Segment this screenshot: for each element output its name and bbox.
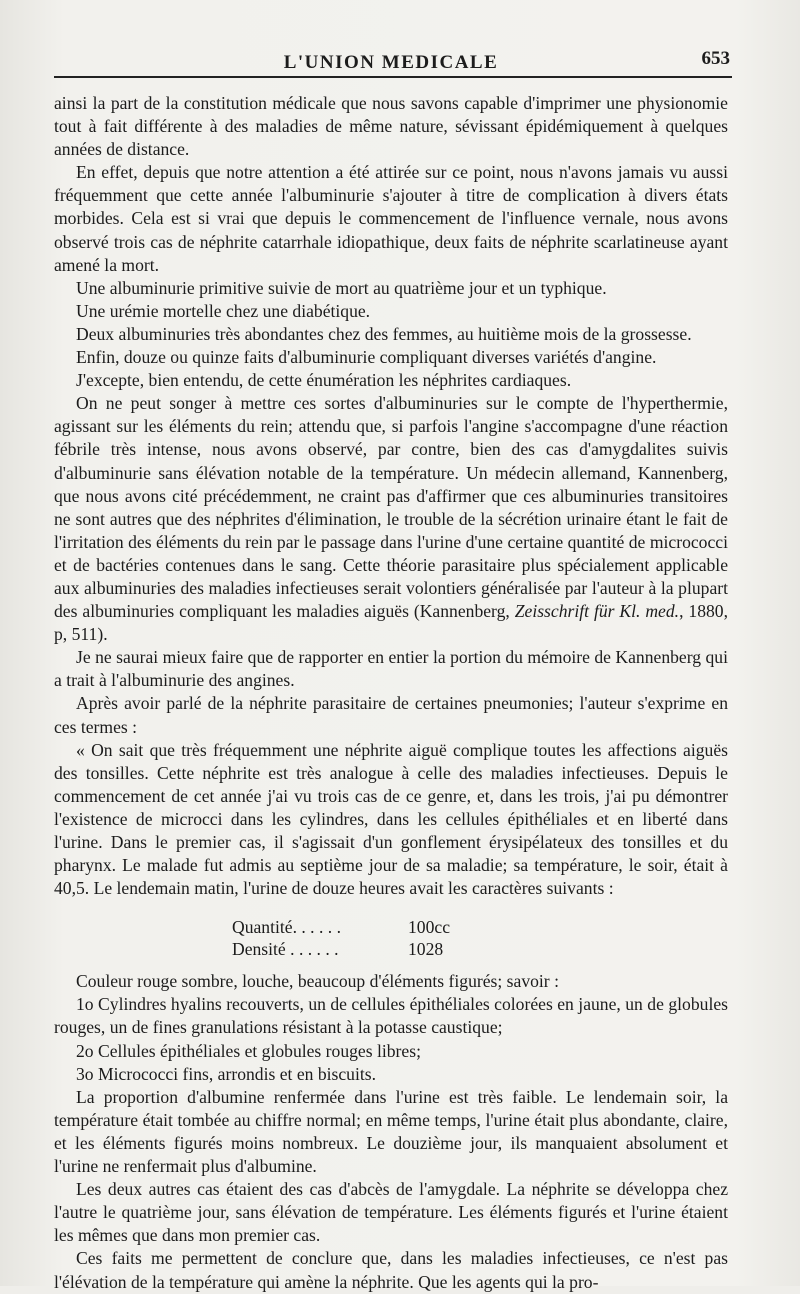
paragraph: Je ne saurai mieux faire que de rapporter en entier la portion du mémoire de Kannenberg qui a trait à l'albuminurie des angines. [54,647,728,691]
paragraph: Une albuminurie primitive suivie de mort au quatrième jour et un typhique. [76,277,607,298]
paragraph: Enfin, douze ou quinze faits d'albuminurie compliquant diverses variétés d'angine. [76,347,657,368]
table-row [232,938,728,960]
paragraph: Couleur rouge sombre, louche, beaucoup d'éléments figurés; savoir : [76,971,559,992]
list-item: 2o Cellules épithéliales et globules rouges libres; [76,1040,421,1061]
table-value: 100cc [408,917,451,938]
page-header [54,46,728,76]
paragraph: Ces faits me permettent de conclure que, dans les maladies infectieuses, ce n'est pas l'élévation de la température qui amène la néphrite. Que les agents qui la pro- [54,1248,728,1292]
page-number: 653 [701,48,730,69]
paragraph: En effet, depuis que notre attention a été attirée sur ce point, nous n'avons jamais vu aussi fréquemment que cette année l'albuminurie s'ajouter à titre de complication à divers états morbides. Cela est si vrai que depuis le commencement de l'influence vernale, nous avons observé trois cas de néphrite catarrhale idiopathique, deux faits de néphrite scarlatineuse ayant amené la mort. [54,162,728,275]
paragraph: Les deux autres cas étaient des cas d'abcès de l'amygdale. La néphrite se développa chez l'autre le quatrième jour, sans élévation de température. Les éléments figurés et l'urine étaient les mêmes que dans mon premier cas. [54,1179,728,1246]
paragraph-with-citation [54,392,728,646]
urine-table [232,916,728,960]
table-row [232,916,728,938]
table-label: Quantité. . . . . . [232,917,341,938]
citation-rest: , 1880, p, 511). [54,601,728,645]
header-rule [54,76,732,78]
paragraph: Après avoir parlé de la néphrite parasitaire de certaines pneumonies; l'auteur s'exprime en ces termes : [54,693,728,737]
paragraph-text: On ne peut songer à mettre ces sortes d'albuminuries sur le compte de l'hyperthermie, agissant sur les éléments du rein; attendu que, si parfois l'angine s'accompagne d'une réaction fébrile très intense, nous avons observé, par contre, bien des cas d'amygdalites suivis d'albuminurie sans élévation notable de la température. Un médecin allemand, Kannenberg, que nous avons cité précédemment, ne craint pas d'affirmer que ces albuminuries transitoires ne sont autres que des néphrites d'élimination, le trouble de la sécrétion urinaire étant le fait de l'irritation des éléments du rein par le passage dans l'urine d'une certaine quantité de micrococci et de bactéries contenues dans le sang. Cette théorie parasitaire plus spécialement applicable aux albuminuries des maladies infectieuses serait volontiers généralisée par l'auteur à la plupart des albuminuries compliquant les maladies aiguës (Kannenberg, [54,393,728,622]
table-value: 1028 [408,939,444,960]
running-title: L'UNION MEDICALE [283,52,499,73]
paragraph: Deux albuminuries très abondantes chez des femmes, au huitième mois de la grossesse. [76,323,692,344]
paragraph: J'excepte, bien entendu, de cette énumération les néphrites cardiaques. [76,370,572,391]
table-label: Densité . . . . . . [232,939,339,960]
list-item: 3o Micrococci fins, arrondis et en biscuits. [76,1063,376,1084]
paragraph: ainsi la part de la constitution médicale que nous savons capable d'imprimer une physionomie tout à fait différente à des maladies de même nature, sévissant épidémiquement à quelques années de distance. [54,93,728,160]
paragraph: La proportion d'albumine renfermée dans l'urine est très faible. Le lendemain soir, la température était tombée au chiffre normal; en même temps, l'urine était plus abondante, claire, et les éléments figurés moins nombreux. Le douzième jour, ils manquaient absolument et l'urine ne renfermait plus d'albumine. [54,1086,728,1177]
paragraph: Une urémie mortelle chez une diabétique. [76,300,371,321]
quoted-paragraph: « On sait que très fréquemment une néphrite aiguë complique toutes les affections aiguës des tonsilles. Cette néphrite est très analogue à celle des maladies infectieuses. Depuis le commencement de cet année j'ai vu trois cas de ce genre, et, dans les trois, j'ai pu démontrer l'existence de microcci dans les cylindres, dans les cellules épithéliales et en liberté dans l'urine. Dans le premier cas, il s'agissait d'un gonflement érysipélateux des tonsilles et du pharynx. Le malade fut admis au septième jour de sa maladie; sa température, le soir, était à 40,5. Le lendemain matin, l'urine de douze heures avait les caractères suivants : [54,739,728,899]
citation-journal: Zeisschrift für Kl. med. [514,601,680,622]
list-item: 1o Cylindres hyalins recouverts, un de cellules épithéliales colorées en jaune, un de globules rouges, un de fines granulations résistant à la potasse caustique; [54,994,728,1038]
body-text [54,92,728,1294]
